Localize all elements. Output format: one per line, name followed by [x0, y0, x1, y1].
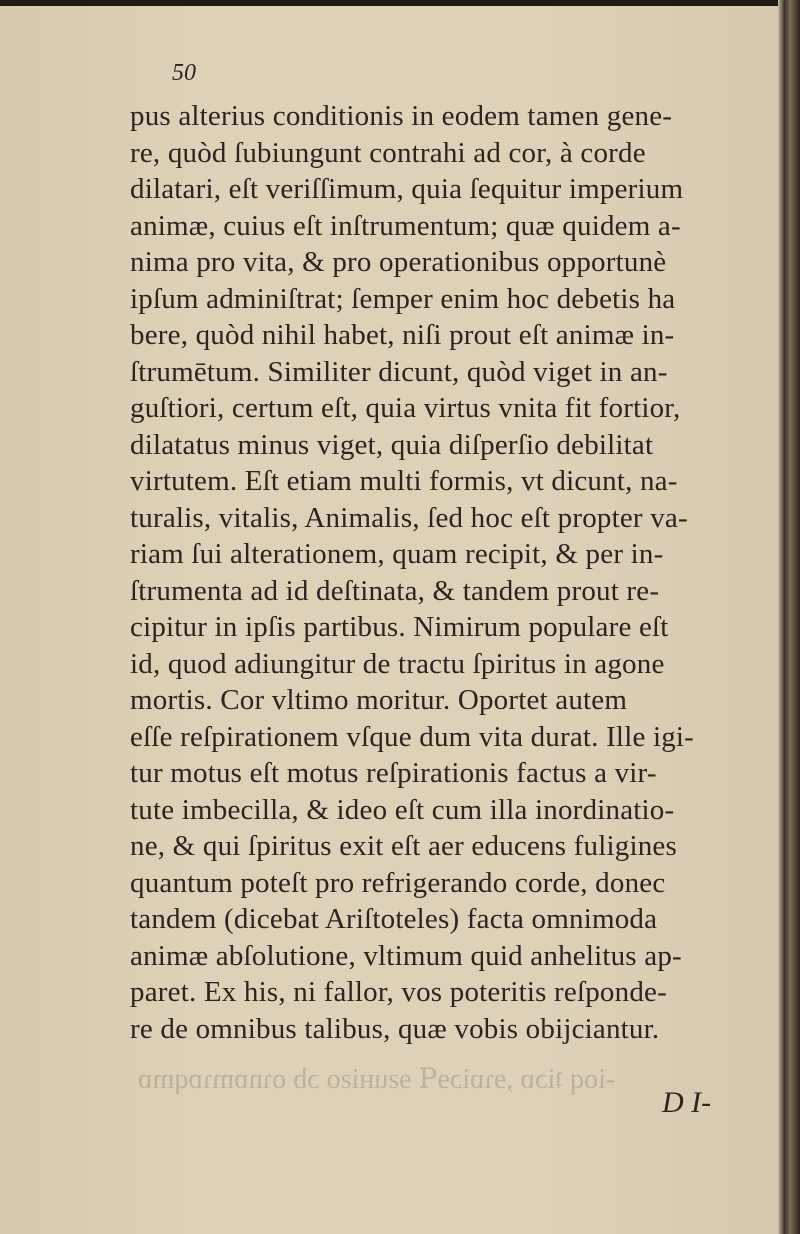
text-line: guſtiori, certum eſt, quia virtus vnita fit fortior, — [130, 392, 681, 424]
text-line: animæ, cuius eſt inſtrumentum; quæ quidem a- — [130, 209, 681, 242]
text-line: mortis. Cor vltimo moritur. Oportet autem — [130, 684, 628, 716]
page-number: 50 — [172, 60, 196, 86]
text-line: re, quòd ſubiungunt contrahi ad cor, à corde — [130, 136, 646, 169]
text-line: virtutem. Eſt etiam multi formis, vt dicunt, na- — [130, 465, 678, 497]
text-line: re de omnibus talibus, quæ vobis obijciantur. — [130, 1012, 660, 1045]
text-line: cipitur in ipſis partibus. Nimirum populare eſt — [130, 611, 669, 643]
text-line: eſſe reſpirationem vſque dum vita durat. Ille igi- — [130, 720, 695, 753]
body-text — [130, 98, 770, 1047]
book-spine — [778, 0, 800, 1234]
text-line: pus alterius conditionis in eodem tamen gene- — [130, 100, 673, 132]
text-line: ſtrumētum. Similiter dicunt, quòd viget in an- — [130, 355, 668, 388]
text-line: riam ſui alterationem, quam recipit, & per in- — [130, 538, 664, 570]
text-line: tandem (dicebat Ariſtoteles) facta omnimoda — [130, 903, 658, 935]
text-line: tute imbecilla, & ideo eſt cum illa inordinatio- — [130, 793, 675, 826]
text-line: paret. Ex his, ni fallor, vos poteritis reſponde- — [130, 976, 667, 1008]
text-line: tur motus eſt motus reſpirationis factus a vir- — [130, 757, 657, 789]
text-line: id, quod adiungitur de tractu ſpiritus in agone — [130, 647, 665, 680]
text-line: dilatatus minus viget, quia diſperſio debilitat — [130, 428, 654, 461]
text-line: ſtrumenta ad id deſtinata, & tandem prout re- — [130, 574, 660, 607]
text-line: ne, & qui ſpiritus exit eſt aer educens fuligines — [130, 830, 677, 862]
text-line: ipſum adminiſtrat; ſemper enim hoc debetis ha — [130, 282, 676, 315]
catchword: D I- — [662, 1086, 712, 1119]
bleed-through-text: -ioq ʇiɔɒ ,ɘɿɒiɔɘꟼ ɘƨuʜiƨo ɔb oɿnɒmɿɒqmɒ — [138, 1064, 616, 1095]
text-line: nima pro vita, & pro operationibus opportunè — [130, 246, 667, 278]
text-line: dilatari, eſt veriſſimum, quia ſequitur imperium — [130, 173, 684, 205]
text-line: quantum poteſt pro refrigerando corde, donec — [130, 866, 666, 899]
text-line: animæ abſolutione, vltimum quid anhelitus ap- — [130, 939, 682, 972]
text-line: bere, quòd nihil habet, niſi prout eſt animæ in- — [130, 319, 675, 351]
text-line: turalis, vitalis, Animalis, ſed hoc eſt propter va- — [130, 501, 688, 534]
